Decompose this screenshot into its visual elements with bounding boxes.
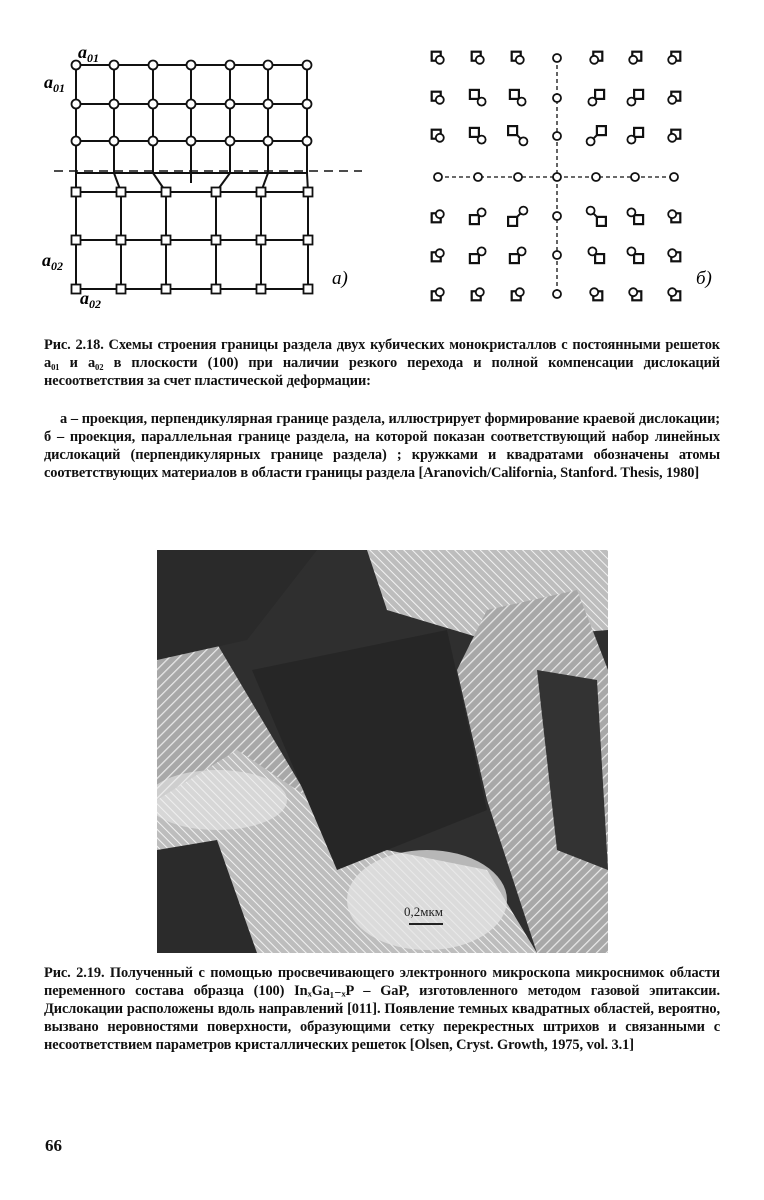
atom-circle [553,54,561,62]
atom-circle [149,137,158,146]
figure-b-lattice-plan-view [420,40,720,310]
atom-circle [592,173,600,181]
atom-square [508,217,517,226]
atom-circle [110,61,119,70]
atom-circle [187,61,196,70]
atom-circle [553,290,561,298]
atom-circle [668,134,676,142]
atom-square [162,188,171,197]
atom-square [597,217,606,226]
atom-circle [553,212,561,220]
atom-square [634,128,643,137]
atom-square [162,236,171,245]
atom-square [304,285,313,294]
atom-circle [303,61,312,70]
atom-circle [72,100,81,109]
atom-square [304,236,313,245]
panel-letter-a: а) [332,268,348,289]
atom-circle [436,288,444,296]
atom-circle [72,137,81,146]
atom-circle [226,61,235,70]
atom-square [117,285,126,294]
atom-circle [476,288,484,296]
atom-circle [668,96,676,104]
atom-circle [668,249,676,257]
atom-square [162,285,171,294]
atom-circle [436,249,444,257]
atom-square [634,215,643,224]
atom-circle [187,100,196,109]
atom-circle [553,173,561,181]
atom-circle [588,247,596,255]
atom-circle [629,56,637,64]
atom-square [257,188,266,197]
atom-circle [436,56,444,64]
atom-square [634,90,643,99]
atom-square [257,236,266,245]
atom-square [72,236,81,245]
atom-circle [518,98,526,106]
atom-circle [516,288,524,296]
atom-circle [553,94,561,102]
atom-circle [264,137,273,146]
figure-a-lattice-cross-section [36,40,366,310]
atom-circle [434,173,442,181]
atom-circle [264,61,273,70]
atom-circle [476,56,484,64]
atom-circle [516,56,524,64]
micrograph-image [157,550,608,953]
atom-square [257,285,266,294]
atom-square [72,188,81,197]
atom-circle [478,208,486,216]
atom-circle [149,100,158,109]
atom-circle [478,98,486,106]
atom-circle [668,56,676,64]
atom-square [595,90,604,99]
atom-circle [519,137,527,145]
figure-2-19-caption: Рис. 2.19. Полученный с помощью просвечивающего электронного микроскопа микроснимок области переменного состава образца (100) InₓGa₁₋ₓP – GaP, изготовленного методом газовой эпитаксии. Дислокации расположены вдоль направлений [011]. Появление темных квадратных областей, вероятно, вызвано неровностями поверхности, образующими сетку перекрестных штрихов и связанными с несоответствием параметров кристаллических решеток [Olsen, Cryst. Growth, 1975, vol. 3.1] [44,965,720,1053]
atom-square [212,188,221,197]
page-number: 66 [45,1136,62,1155]
atom-circle [587,137,595,145]
atom-square [597,126,606,135]
figure-2-18-caption-description: а – проекция, перпендикулярная границе раздела, иллюстрирует формирование краевой дислокации; б – проекция, параллельная границе раздела, на которой показан соответствующий набор линейных дислокаций (перпендикулярных границе раздела) ; кружками и квадратами обозначены атомы соответствующих материалов в области границы раздела [Aranovich/California, Stanford. Thesis, 1980] [44,411,720,481]
atom-circle [303,100,312,109]
atom-circle [627,98,635,106]
scale-bar-label: 0,2мкм [404,904,444,919]
atom-circle [478,247,486,255]
atom-circle [436,210,444,218]
atom-circle [303,137,312,146]
atom-circle [631,173,639,181]
atom-circle [514,173,522,181]
atom-circle [226,137,235,146]
atom-circle [226,100,235,109]
atom-circle [627,136,635,144]
atom-square [470,215,479,224]
atom-circle [478,136,486,144]
atom-circle [553,251,561,259]
atom-circle [110,137,119,146]
atom-circle [519,207,527,215]
label-a02-bottom: $a_{02}$ [80,288,101,310]
atom-circle [187,137,196,146]
atom-square [304,188,313,197]
atom-square [470,128,479,137]
atom-square [117,188,126,197]
atom-square [117,236,126,245]
atom-circle [590,288,598,296]
atom-circle [668,210,676,218]
atom-circle [629,288,637,296]
label-a01-left: $a_{01}$ [44,72,65,95]
atom-circle [436,134,444,142]
atom-square [595,254,604,263]
atom-circle [588,98,596,106]
atom-circle [668,288,676,296]
atom-square [510,90,519,99]
atom-square [212,236,221,245]
atom-square [634,254,643,263]
atom-circle [553,132,561,140]
atom-square [212,285,221,294]
atom-circle [474,173,482,181]
tem-micrograph [157,550,608,953]
label-a01-top: $a_{01}$ [78,42,99,65]
atom-circle [436,96,444,104]
atom-circle [670,173,678,181]
atom-circle [627,247,635,255]
atom-square [508,126,517,135]
atom-circle [627,208,635,216]
atom-circle [264,100,273,109]
label-a02-left: $a_{02}$ [42,250,63,273]
atom-circle [590,56,598,64]
atom-circle [518,247,526,255]
atom-square [470,254,479,263]
atom-circle [149,61,158,70]
atom-circle [587,207,595,215]
figure-2-18-caption: Рис. 2.18. Схемы строения границы раздела двух кубических монокристаллов с постоянными решеток a₀₁ и a₀₂ в плоскости (100) при наличии резкого перехода и полной компенсации дислокаций несоответствия за счет пластической деформации: [44,337,720,389]
atom-square [510,254,519,263]
panel-letter-b: б) [696,268,712,289]
atom-circle [110,100,119,109]
atom-square [470,90,479,99]
